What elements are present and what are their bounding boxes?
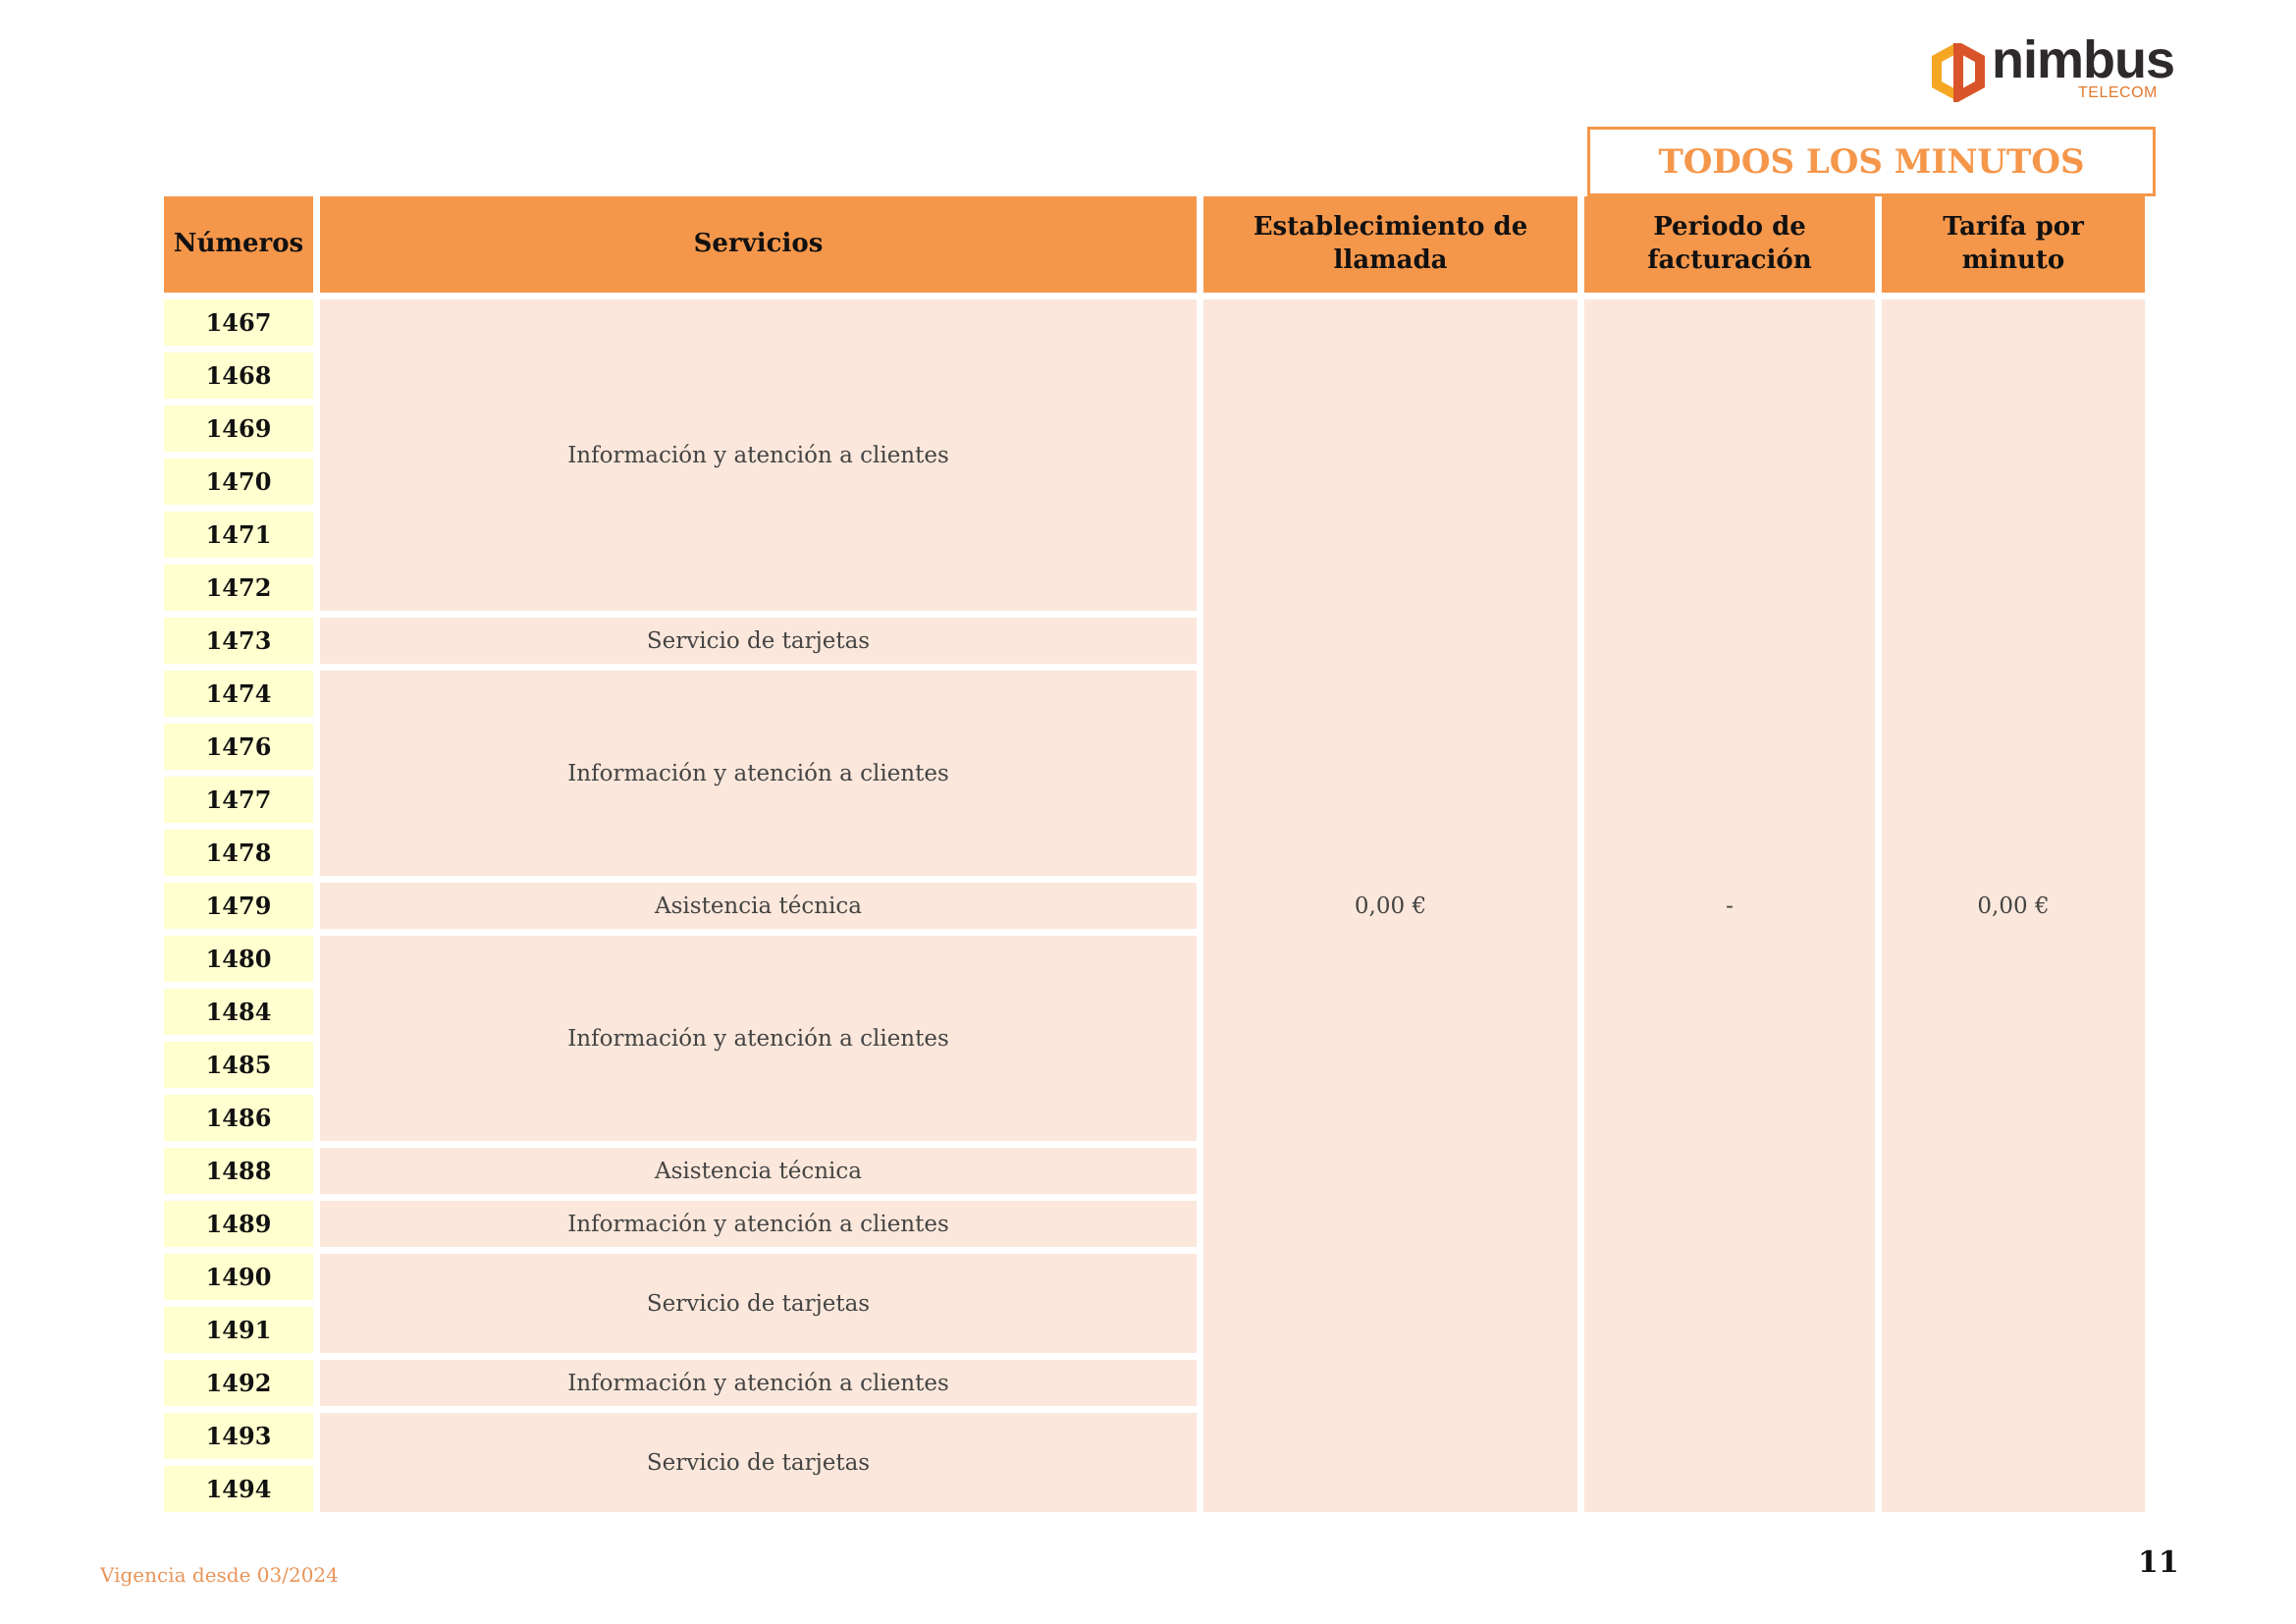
number-cell: 1493 — [164, 1413, 313, 1459]
number-cell: 1478 — [164, 830, 313, 876]
service-cell: Información y atención a clientes — [320, 671, 1197, 876]
number-cell: 1489 — [164, 1201, 313, 1247]
service-cell: Información y atención a clientes — [320, 1201, 1197, 1247]
number-cell: 1486 — [164, 1095, 313, 1141]
page-number: 11 — [2138, 1545, 2179, 1580]
number-cell: 1472 — [164, 565, 313, 611]
table-header-row — [164, 196, 2145, 293]
service-cell: Información y atención a clientes — [320, 299, 1197, 611]
number-cell: 1467 — [164, 299, 313, 346]
number-cell: 1473 — [164, 618, 313, 664]
periodo-cell: - — [1584, 299, 1875, 1512]
rates-table — [157, 189, 2152, 1519]
header-numeros: Números — [164, 196, 313, 293]
table-body — [164, 299, 2145, 1512]
logo-wordmark: nimbus — [1992, 30, 2175, 89]
header-servicios: Servicios — [320, 196, 1197, 293]
header-tarifa: Tarifa por minuto — [1882, 196, 2145, 293]
number-cell: 1488 — [164, 1148, 313, 1194]
establecimiento-cell: 0,00 € — [1203, 299, 1577, 1512]
number-cell: 1494 — [164, 1466, 313, 1512]
header-periodo: Periodo de facturación — [1584, 196, 1875, 293]
validity-note: Vigencia desde 03/2024 — [100, 1563, 339, 1587]
number-cell: 1485 — [164, 1042, 313, 1088]
number-cell: 1490 — [164, 1254, 313, 1300]
service-cell: Servicio de tarjetas — [320, 618, 1197, 664]
hexagon-logo-icon — [1929, 43, 1988, 102]
service-cell: Servicio de tarjetas — [320, 1413, 1197, 1512]
service-cell: Información y atención a clientes — [320, 936, 1197, 1141]
rate-band-title: TODOS LOS MINUTOS — [1587, 127, 2156, 196]
service-cell: Información y atención a clientes — [320, 1360, 1197, 1406]
nimbus-logo — [1929, 30, 2175, 106]
header-establecimiento: Establecimiento de llamada — [1203, 196, 1577, 293]
number-cell: 1470 — [164, 459, 313, 505]
number-cell: 1491 — [164, 1307, 313, 1353]
tarifa-cell: 0,00 € — [1882, 299, 2145, 1512]
number-cell: 1471 — [164, 512, 313, 558]
number-cell: 1468 — [164, 352, 313, 399]
number-cell: 1469 — [164, 406, 313, 452]
logo-subtitle: TELECOM — [2078, 84, 2158, 101]
table-row — [164, 299, 2145, 346]
service-cell: Asistencia técnica — [320, 883, 1197, 929]
number-cell: 1474 — [164, 671, 313, 717]
number-cell: 1476 — [164, 724, 313, 770]
number-cell: 1477 — [164, 777, 313, 823]
number-cell: 1492 — [164, 1360, 313, 1406]
service-cell: Asistencia técnica — [320, 1148, 1197, 1194]
number-cell: 1480 — [164, 936, 313, 982]
number-cell: 1479 — [164, 883, 313, 929]
service-cell: Servicio de tarjetas — [320, 1254, 1197, 1353]
number-cell: 1484 — [164, 989, 313, 1035]
